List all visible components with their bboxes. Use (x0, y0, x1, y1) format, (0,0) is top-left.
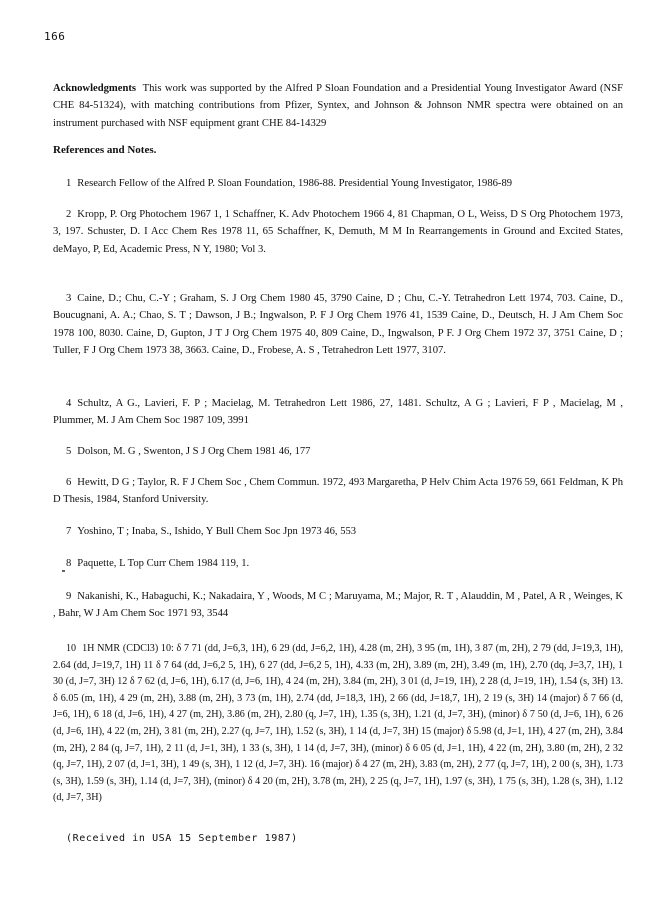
reference-number: 8 (66, 558, 72, 569)
reference-9 (53, 588, 623, 623)
reference-3 (53, 290, 623, 360)
reference-text: Yoshino, T ; Inaba, S., Ishido, Y Bull Chem Soc Jpn 1973 46, 553 (77, 526, 357, 537)
reference-text: Schultz, A G., Lavieri, F. P ; Macielag, M. Tetrahedron Lett 1986, 27, 1481. Schultz, A G ; Lavieri, F P , Macielag, M , Plummer, M. J Am Chem Soc 1987 109, 3991 (53, 398, 623, 427)
reference-number: 1 (66, 178, 72, 189)
reference-text: Caine, D.; Chu, C.-Y ; Graham, S. J Org Chem 1980 45, 3790 Caine, D ; Chu, C.-Y. Tetrahedron Lett 1974, 703. Caine, D., Boucugnani, A. A.; Chao, S. T ; Dawson, J B.; Ingwalson, P. F J Org Chem 1976 41, 1539 Caine, D., Deutsch, H. J Am Chem Soc 1978 100, 8030. Caine, D, Gupton, J T J Org Chem 1975 40, 809 Caine, D., Ingwalson, P F. J Org Chem 1972 37, 3751 Caine, D ; Tuller, F J Org Chem 1973 38, 3663. Caine, D., Frobese, A. S , Tetrahedron Lett 1977, 3107. (53, 293, 623, 357)
reference-5 (53, 443, 623, 460)
reference-number: 10 (66, 643, 77, 654)
reference-number: 4 (66, 398, 72, 409)
references-heading: References and Notes. (53, 144, 157, 156)
reference-number: 2 (66, 209, 72, 220)
reference-8 (53, 555, 623, 572)
reference-number: 6 (66, 477, 72, 488)
reference-number: 9 (66, 591, 72, 602)
reference-text: Kropp, P. Org Photochem 1967 1, 1 Schaffner, K. Adv Photochem 1966 4, 81 Chapman, O L, Weiss, D S Org Photochem 1973, 3, 197. Schuster, D. I Acc Chem Res 1978 11, 65 Schaffner, K, Demuth, M M In Rearrangements in Ground and Excited States, deMayo, P, Ed, Academic Press, N Y, 1980; Vol 3. (53, 209, 623, 255)
print-speck (62, 570, 65, 572)
reference-4 (53, 395, 623, 430)
acknowledgments-paragraph (53, 80, 623, 132)
reference-10 (53, 641, 623, 807)
reference-2 (53, 206, 623, 258)
acknowledgments-label: Acknowledgments (53, 83, 136, 94)
reference-text: Nakanishi, K., Habaguchi, K.; Nakadaira, Y , Woods, M C ; Maruyama, M.; Major, R. T , Alauddin, M , Patel, A R , Weinges, K , Bahr, W J Am Chem Soc 1971 93, 3544 (53, 591, 623, 620)
reference-number: 7 (66, 526, 72, 537)
reference-1 (53, 175, 623, 192)
reference-text: Research Fellow of the Alfred P. Sloan Foundation, 1986-88. Presidential Young Investigator, 1986-89 (77, 178, 513, 189)
reference-text: Paquette, L Top Curr Chem 1984 119, 1. (77, 558, 250, 569)
reference-number: 5 (66, 446, 72, 457)
reference-6 (53, 474, 623, 509)
reference-number: 3 (66, 293, 72, 304)
reference-text: 1H NMR (CDCl3) 10: δ 7 71 (dd, J=6,3, 1H), 6 29 (dd, J=6,2, 1H), 4.28 (m, 2H), 3 95 (m, 1H), 3 87 (m, 2H), 2 79 (dd, J=19,3, 1H), 2.64 (dd, J=19,7, 1H) 11 δ 7 64 (dd, J=6,2 5, 1H), 6 27 (dd, J=6,2 5, 1H), 4.33 (m, 2H), 3.89 (m, 2H), 3.49 (m, 1H), 2.70 (dq, J=3,7, 1H), 1 30 (d, J=7, 3H) 12 δ 7 62 (d, J=6, 1H), 6.17 (d, J=6, 1H), 4 24 (m, 2H), 3.84 (m, 2H), 3 01 (d, J=19, 1H), 2 28 (d, J=19, 1H), 1.54 (s, 3H) 13. δ 6.05 (m, 1H), 4 29 (m, 2H), 3.88 (m, 2H), 3 73 (m, 1H), 2.74 (dd, J=18,3, 1H), 2 66 (dd, J=18,7, 1H), 2 19 (s, 3H) 14 (major) δ 7 66 (d, J=6, 1H), 6 18 (d, J=6, 1H), 4 27 (m, 2H), 3.86 (m, 2H), 2.80 (q, J=7, 1H), 1.35 (s, 3H), 1.21 (d, J=7, 3H), (minor) δ 7 50 (d, J=6, 1H), 6 26 (d, J=6, 1H), 4 22 (m, 2H), 3 81 (m, 2H), 2.27 (q, J=7, 1H), 1.52 (s, 3H), 1 14 (d, J=7, 3H) 15 (major) δ 5.98 (d, J=1, 1H), 4 27 (m, 2H), 3.84 (m, 2H), 2 84 (q, J=7, 1H), 2 11 (d, J=1, 3H), 1 33 (s, 3H), 1 14 (d, J=7, 3H), (minor) δ 6 05 (d, J=1, 1H), 4 22 (m, 2H), 3.80 (m, 2H), 2 32 (q, J=7, 1H), 2 07 (d, J=1, 3H), 1 49 (s, 3H), 1 12 (d, J=7, 3H). 16 (major) δ 4 27 (m, 2H), 3.83 (m, 2H), 2 77 (q, J=7, 1H), 2 00 (s, 3H), 1.73 (s, 3H), 1.59 (s, 3H), 1.14 (d, J=7, 3H), (minor) δ 4 20 (m, 2H), 3.78 (m, 2H), 2 25 (q, J=7, 1H), 1.97 (s, 3H), 1 75 (s, 3H), 1.28 (s, 3H), 1.12 (d, J=7, 3H) (53, 643, 623, 804)
reference-7 (53, 523, 623, 540)
received-date: (Received in USA 15 September 1987) (66, 833, 298, 844)
reference-text: Hewitt, D G ; Taylor, R. F J Chem Soc , Chem Commun. 1972, 493 Margaretha, P Helv Chim Acta 1976 59, 661 Feldman, K Ph D Thesis, 1984, Stanford University. (53, 477, 623, 506)
reference-text: Dolson, M. G , Swenton, J S J Org Chem 1981 46, 177 (77, 446, 311, 457)
page-number: 166 (44, 30, 66, 43)
acknowledgments-text: This work was supported by the Alfred P Sloan Foundation and a Presidential Young Investigator Award (NSF CHE 84-51324), with matching contributions from Pfizer, Syntex, and Johnson & Johnson NMR spectra were obtained on an instrument purchased with NSF equipment grant CHE 84-14329 (53, 83, 623, 129)
